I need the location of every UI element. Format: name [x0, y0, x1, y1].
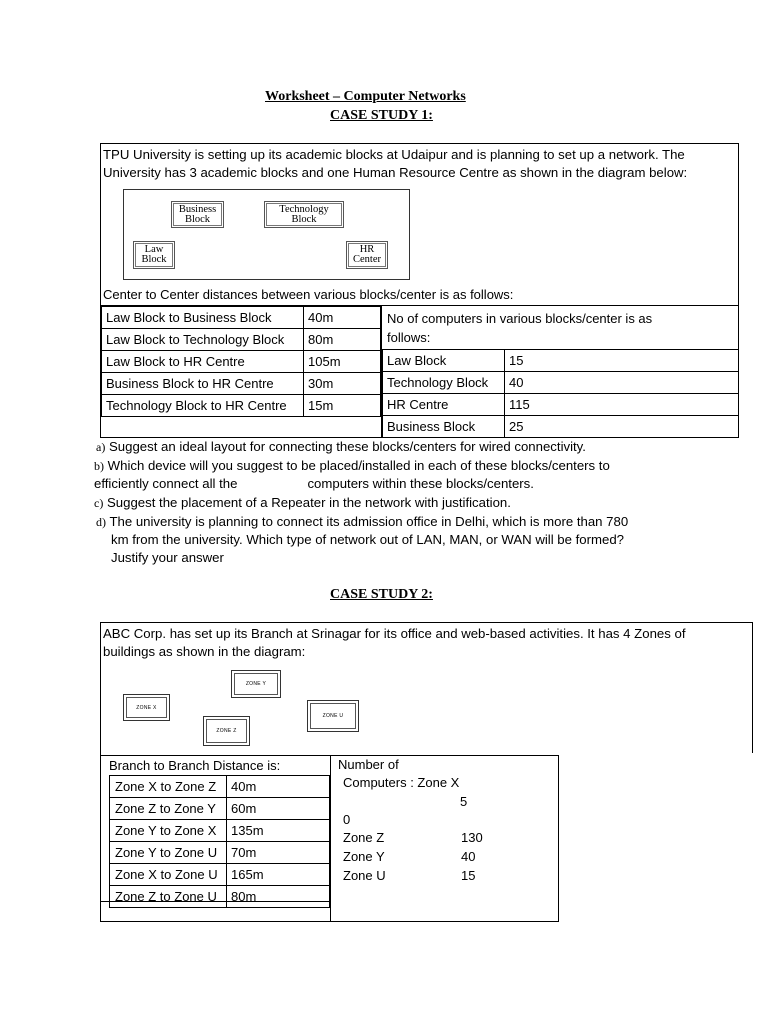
zone-z: [203, 716, 250, 746]
business-block-label-2: Block: [184, 213, 211, 225]
cs2-computers-heading-1: Number of: [338, 757, 399, 772]
distance-value: 105m: [304, 351, 381, 373]
technology-block: [264, 201, 344, 228]
question-b-text-2b: computers within these blocks/centers.: [307, 476, 534, 491]
distance-value: 135m: [227, 820, 330, 842]
hr-center-label-1: HR: [359, 244, 375, 255]
block-name: Business Block: [383, 416, 505, 438]
distance-pair: Business Block to HR Centre: [102, 373, 304, 395]
worksheet-title: Worksheet – Computer Networks: [265, 89, 466, 104]
technology-block-label-2: Block: [291, 213, 317, 225]
distance-pair: Law Block to Technology Block: [102, 329, 304, 351]
computer-count: 40: [505, 372, 739, 394]
computer-count: 15: [505, 350, 739, 372]
question-b-label: b): [94, 459, 104, 473]
question-d-text-1: The university is planning to connect its admission office in Delhi, which is more than 780: [109, 514, 629, 529]
zone-z-label: ZONE Z: [206, 719, 247, 743]
table-row: [110, 842, 330, 864]
technology-block-label-1: Technology: [279, 203, 329, 215]
intro-line-2: buildings as shown in the diagram:: [103, 644, 306, 659]
business-block: [171, 201, 224, 228]
zone-name: Zone U: [343, 868, 386, 883]
law-block-label-1: Law: [144, 244, 164, 255]
distance-pair: Zone Z to Zone U: [110, 886, 227, 908]
table-row: [110, 820, 330, 842]
distance-pair: Law Block to HR Centre: [102, 351, 304, 373]
computer-count: 40: [461, 849, 476, 864]
question-a: [96, 438, 586, 456]
intro-line-1: ABC Corp. has set up its Branch at Srinagar for its office and web-based activities. It has 4 Zones of: [103, 626, 686, 641]
table-row: [383, 394, 739, 416]
zone-u: [307, 700, 359, 732]
question-b-line-2: [94, 475, 534, 493]
cs2-computers-heading-2: Computers : Zone X: [343, 775, 460, 790]
table-row: [110, 798, 330, 820]
distance-value: 15m: [304, 395, 381, 417]
table-row: [110, 886, 330, 908]
table-row: [102, 329, 381, 351]
law-block-label-2: Block: [141, 254, 167, 265]
case-study-2-heading: CASE STUDY 2:: [330, 587, 433, 602]
question-b: [94, 457, 610, 475]
table-row: [102, 395, 381, 417]
branch-distance-heading: Branch to Branch Distance is:: [109, 758, 281, 773]
intro-line-2: University has 3 academic blocks and one Human Resource Centre as shown in the diagram below:: [103, 165, 688, 180]
computers-heading: [387, 309, 652, 347]
hr-center-label-2: Center: [353, 254, 381, 265]
table-row: [110, 776, 330, 798]
question-c-label: c): [94, 496, 104, 510]
question-d: [96, 513, 628, 531]
question-d-label: d): [96, 515, 106, 529]
divider: [330, 755, 331, 922]
question-a-label: a): [96, 440, 106, 454]
table-row: [383, 372, 739, 394]
table-row: [102, 351, 381, 373]
distance-pair: Zone X to Zone U: [110, 864, 227, 886]
question-a-text: Suggest an ideal layout for connecting these blocks/centers for wired connectivity.: [109, 439, 586, 454]
computer-count: 15: [461, 868, 476, 883]
question-b-text-1: Which device will you suggest to be placed/installed in each of these blocks/centers to: [107, 458, 610, 473]
campus-diagram: [123, 189, 410, 280]
case-study-1-intro: [103, 146, 687, 182]
table-row: [102, 373, 381, 395]
computer-count: 25: [505, 416, 739, 438]
distance-pair: Zone Z to Zone Y: [110, 798, 227, 820]
question-b-text-2a: efficiently connect all the: [94, 476, 238, 491]
zone-name: Zone Y: [343, 849, 385, 864]
question-d-line-3: Justify your answer: [111, 550, 224, 565]
distance-value: 30m: [304, 373, 381, 395]
distance-pair: Law Block to Business Block: [102, 307, 304, 329]
case-study-2-intro: [103, 625, 686, 661]
table-row: [110, 864, 330, 886]
distance-value: 70m: [227, 842, 330, 864]
block-name: Technology Block: [383, 372, 505, 394]
cs1-distances-table: [101, 306, 381, 417]
law-block: [133, 241, 175, 269]
computer-count: 115: [505, 394, 739, 416]
question-c-text: Suggest the placement of a Repeater in the network with justification.: [107, 495, 511, 510]
zone-x-label: ZONE X: [126, 697, 167, 718]
question-c: [94, 494, 511, 512]
divider: [100, 622, 753, 623]
distance-value: 80m: [227, 886, 330, 908]
intro-line-1: TPU University is setting up its academic blocks at Udaipur and is planning to set up a network. The: [103, 147, 685, 162]
business-block-label-1: Business: [178, 203, 217, 215]
zone-x-count-part-2: 0: [343, 812, 351, 827]
block-name: HR Centre: [383, 394, 505, 416]
distance-value: 40m: [227, 776, 330, 798]
zone-y: [231, 670, 281, 698]
zone-x-count-part-1: 5: [460, 794, 468, 809]
computers-heading-line-2: follows:: [387, 330, 431, 345]
distance-value: 40m: [304, 307, 381, 329]
cs1-computers-table: [382, 349, 739, 438]
distance-value: 165m: [227, 864, 330, 886]
distance-value: 80m: [304, 329, 381, 351]
zone-name: Zone Z: [343, 830, 385, 845]
block-name: Law Block: [383, 350, 505, 372]
hr-center: [346, 241, 388, 269]
table-row: [383, 350, 739, 372]
case-study-1-heading: CASE STUDY 1:: [330, 108, 433, 123]
distance-pair: Zone X to Zone Z: [110, 776, 227, 798]
table-row: [383, 416, 739, 438]
distance-pair: Technology Block to HR Centre: [102, 395, 304, 417]
distance-value: 60m: [227, 798, 330, 820]
distance-pair: Zone Y to Zone X: [110, 820, 227, 842]
table-row: [102, 307, 381, 329]
distances-heading: Center to Center distances between various blocks/center is as follows:: [103, 287, 514, 302]
cs2-distances-table: [109, 775, 330, 908]
distance-pair: Zone Y to Zone U: [110, 842, 227, 864]
zone-u-label: ZONE U: [310, 703, 356, 729]
zone-x: [123, 694, 170, 721]
question-d-line-2: km from the university. Which type of network out of LAN, MAN, or WAN will be formed?: [111, 532, 625, 547]
divider: [752, 622, 753, 753]
computer-count: 130: [461, 830, 483, 845]
zone-y-label: ZONE Y: [234, 673, 278, 695]
computers-heading-line-1: No of computers in various blocks/center is as: [387, 311, 653, 326]
